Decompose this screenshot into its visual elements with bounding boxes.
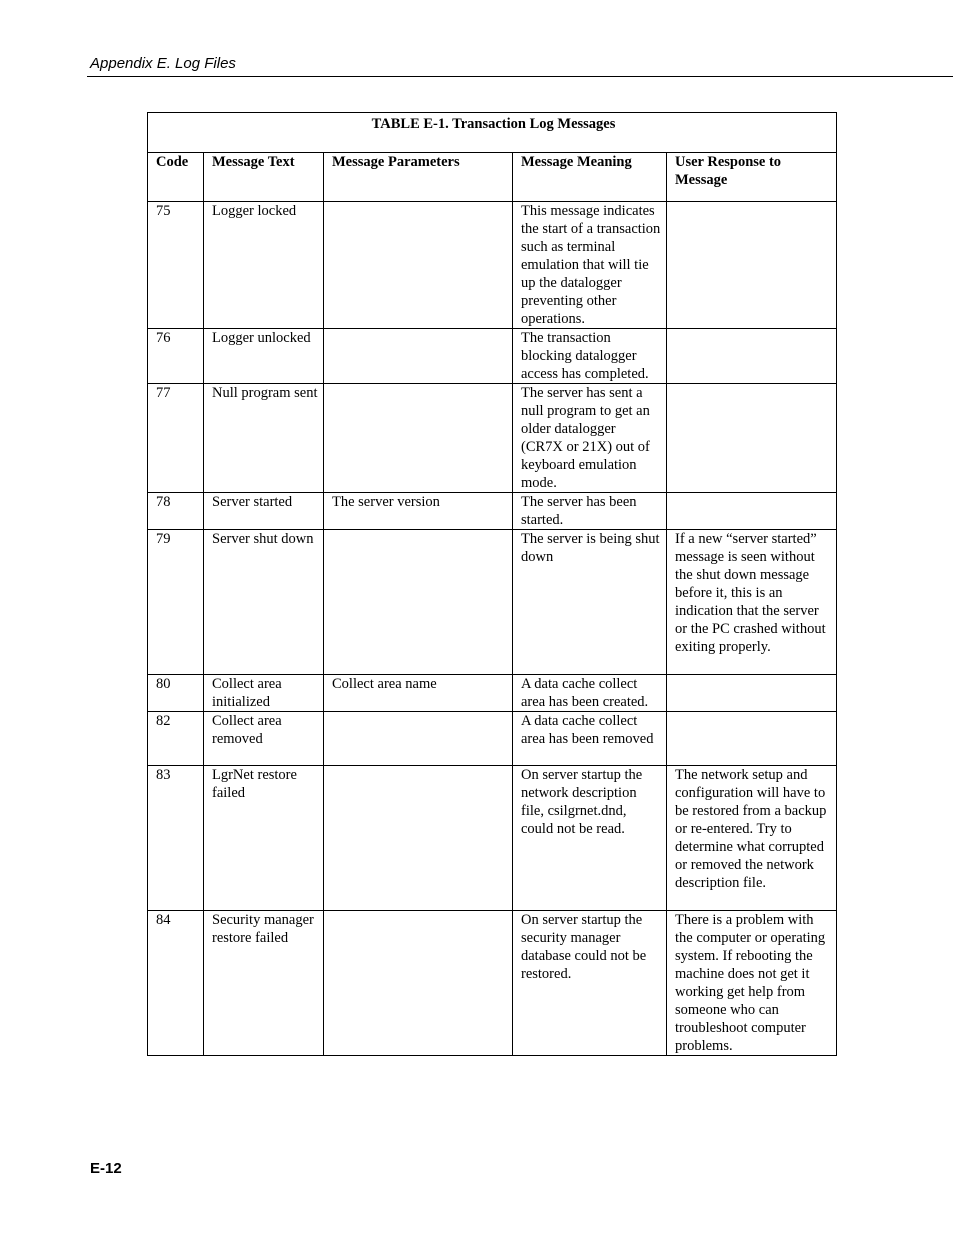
column-header-message-parameters: Message Parameters [324,153,513,202]
table-caption-row [148,113,837,153]
cell-message-meaning: On server startup the network description file, csilgrnet.dnd, could not be read. [513,766,667,911]
cell-code: 75 [148,202,204,329]
page-number: E-12 [90,1160,122,1177]
cell-user-response [667,712,837,766]
cell-user-response [667,493,837,530]
cell-code: 79 [148,530,204,675]
table-row [148,384,837,493]
column-header-code: Code [148,153,204,202]
cell-user-response: There is a problem with the computer or operating system. If rebooting the machine does not get it working get help from someone who can troubleshoot computer problems. [667,911,837,1056]
cell-message-parameters [324,911,513,1056]
cell-message-text: Server shut down [204,530,324,675]
cell-message-parameters [324,766,513,911]
column-header-message-meaning: Message Meaning [513,153,667,202]
cell-message-meaning: The server is being shut down [513,530,667,675]
table-header-row [148,153,837,202]
cell-message-parameters [324,202,513,329]
table-row [148,329,837,384]
cell-code: 83 [148,766,204,911]
column-header-message-text: Message Text [204,153,324,202]
cell-user-response [667,384,837,493]
transaction-log-table [147,112,837,1056]
cell-message-parameters: The server version [324,493,513,530]
cell-message-text: Logger locked [204,202,324,329]
cell-code: 76 [148,329,204,384]
cell-user-response: The network setup and configuration will have to be restored from a backup or re-entered. Try to determine what corrupted or removed the network description file. [667,766,837,911]
table-row [148,493,837,530]
cell-code: 78 [148,493,204,530]
cell-message-meaning: The server has sent a null program to get an older datalogger (CR7X or 21X) out of keyboard emulation mode. [513,384,667,493]
cell-message-meaning: The transaction blocking datalogger access has completed. [513,329,667,384]
cell-message-parameters [324,712,513,766]
cell-message-meaning: The server has been started. [513,493,667,530]
cell-user-response [667,202,837,329]
cell-message-text: Security manager restore failed [204,911,324,1056]
cell-message-text: Collect area initialized [204,675,324,712]
table-row [148,675,837,712]
cell-user-response: If a new “server started” message is seen without the shut down message before it, this is an indication that the server or the PC crashed without exiting properly. [667,530,837,675]
header-rule [87,76,953,77]
running-header: Appendix E. Log Files [90,55,236,72]
cell-message-text: Server started [204,493,324,530]
cell-message-text: Collect area removed [204,712,324,766]
cell-message-text: LgrNet restore failed [204,766,324,911]
cell-user-response [667,675,837,712]
cell-message-meaning: A data cache collect area has been removed [513,712,667,766]
table-caption: TABLE E-1. Transaction Log Messages [148,113,837,153]
cell-user-response [667,329,837,384]
cell-code: 82 [148,712,204,766]
cell-message-text: Logger unlocked [204,329,324,384]
cell-code: 84 [148,911,204,1056]
cell-message-meaning: This message indicates the start of a transaction such as terminal emulation that will tie up the datalogger preventing other operations. [513,202,667,329]
cell-message-parameters [324,384,513,493]
cell-code: 77 [148,384,204,493]
table-row [148,911,837,1056]
table-row [148,766,837,911]
cell-code: 80 [148,675,204,712]
cell-message-meaning: On server startup the security manager database could not be restored. [513,911,667,1056]
cell-message-text: Null program sent [204,384,324,493]
table-row [148,202,837,329]
cell-message-parameters [324,329,513,384]
cell-message-meaning: A data cache collect area has been created. [513,675,667,712]
table-row [148,530,837,675]
cell-message-parameters [324,530,513,675]
column-header-user-response: User Response to Message [667,153,837,202]
cell-message-parameters: Collect area name [324,675,513,712]
table-row [148,712,837,766]
